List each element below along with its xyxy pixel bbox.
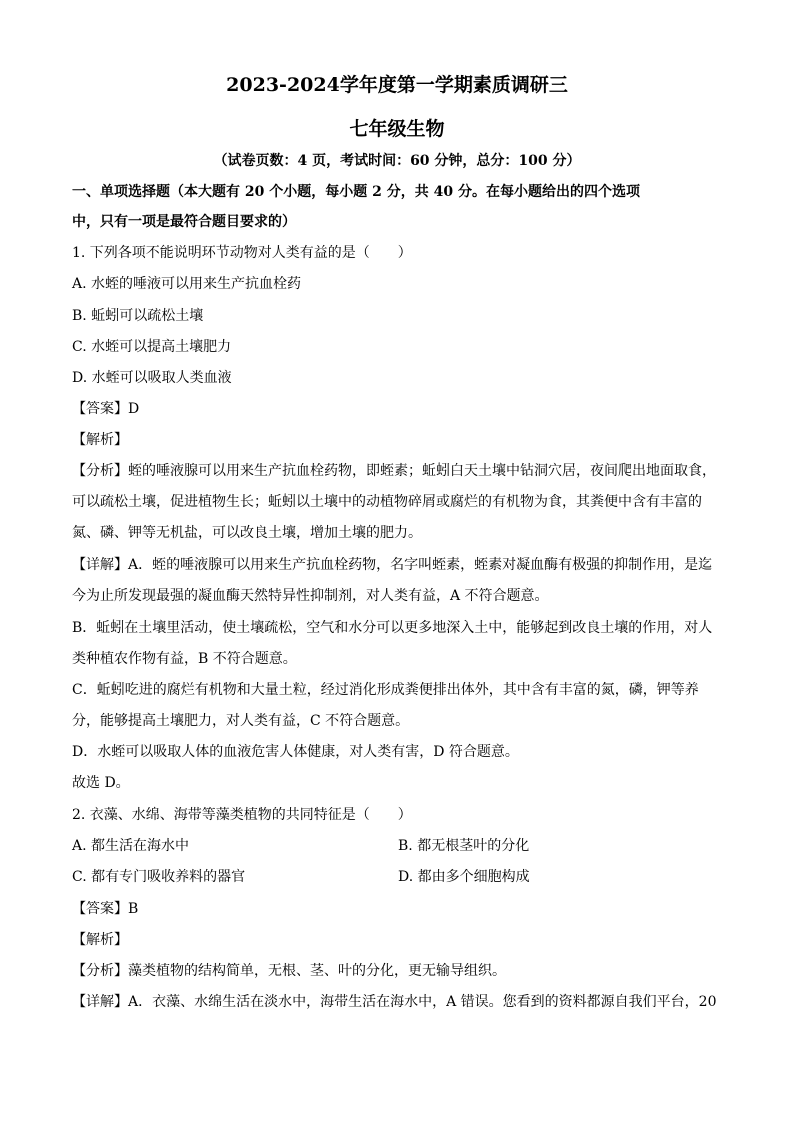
question-2-detail: 【详解】A．衣藻、水绵生活在淡水中，海带生活在海水中，A 错误。您看到的资料都源自我们平台，20 <box>72 994 717 1010</box>
question-1-option-c: C. 水蛭可以提高土壤肥力 <box>72 339 232 355</box>
question-1-detail-line: 分，能够提高土壤肥力，对人类有益，C 不符合题意。 <box>72 713 410 729</box>
question-1-option-a: A. 水蛭的唾液可以用来生产抗血栓药 <box>72 276 302 292</box>
question-1-fenxi-line: 可以疏松土壤，促进植物生长；蚯蚓以土壤中的动植物碎屑或腐烂的有机物为食，其粪便中含有丰富的 <box>72 494 702 510</box>
question-1-fenxi-line: 【分析】蛭的唾液腺可以用来生产抗血栓药物，即蛭素；蚯蚓白天土壤中钻洞穴居，夜间爬出地面取食， <box>72 463 716 479</box>
question-2-stem: 2. 衣藻、水绵、海带等藻类植物的共同特征是（ ） <box>72 807 412 823</box>
section-heading-line1: 一、单项选择题（本大题有 20 个小题，每小题 2 分，共 40 分。在每小题给出的四个选项 <box>72 184 640 200</box>
section-heading-line2: 中，只有一项是最符合题目要求的） <box>72 214 296 230</box>
question-1-answer: 【答案】D <box>72 401 140 417</box>
question-1-detail-line: D．水蛭可以吸取人体的血液危害人体健康，对人类有害，D 符合题意。 <box>72 744 519 760</box>
question-1-option-b: B. 蚯蚓可以疏松土壤 <box>72 308 204 324</box>
question-2-option-a: A. 都生活在海水中 <box>72 838 190 854</box>
question-2-answer: 【答案】B <box>72 901 139 917</box>
question-2-option-b: B. 都无根茎叶的分化 <box>398 838 530 854</box>
question-1-option-d: D. 水蛭可以吸取人类血液 <box>72 370 232 386</box>
question-2-analysis-label: 【解析】 <box>72 932 128 948</box>
exam-title: 2023-2024学年度第一学期素质调研三 <box>226 74 568 96</box>
question-1-detail-line: 类种植农作物有益，B 不符合题意。 <box>72 651 297 667</box>
subject-title: 七年级生物 <box>349 118 445 140</box>
exam-info: （试卷页数：4 页，考试时间：60 分钟，总分：100 分） <box>213 153 581 169</box>
question-1-analysis-label: 【解析】 <box>72 432 128 448</box>
question-1-detail-line: 今为止所发现最强的凝血酶天然特异性抑制剂，对人类有益，A 不符合题意。 <box>72 588 549 604</box>
question-1-detail-line: B．蚯蚓在土壤里活动，使土壤疏松，空气和水分可以更多地深入土中，能够起到改良土壤的作用，对人 <box>72 620 713 636</box>
question-1-detail-line: 【详解】A．蛭的唾液腺可以用来生产抗血栓药物，名字叫蛭素，蛭素对凝血酶有极强的抑制作用，是迄 <box>72 557 713 573</box>
question-1-detail-line: 故选 D。 <box>72 775 130 791</box>
question-2-option-d: D. 都由多个细胞构成 <box>398 869 530 885</box>
question-2-fenxi: 【分析】藻类植物的结构简单，无根、茎、叶的分化，更无输导组织。 <box>72 963 506 979</box>
question-1-detail-line: C．蚯蚓吃进的腐烂有机物和大量土粒，经过消化形成粪便排出体外，其中含有丰富的氮，磷，钾等养 <box>72 682 699 698</box>
question-1-fenxi-line: 氮、磷、钾等无机盐，可以改良土壤，增加土壤的肥力。 <box>72 525 422 541</box>
question-1-stem: 1. 下列各项不能说明环节动物对人类有益的是（ ） <box>72 245 412 261</box>
question-2-option-c: C. 都有专门吸收养料的器官 <box>72 869 246 885</box>
